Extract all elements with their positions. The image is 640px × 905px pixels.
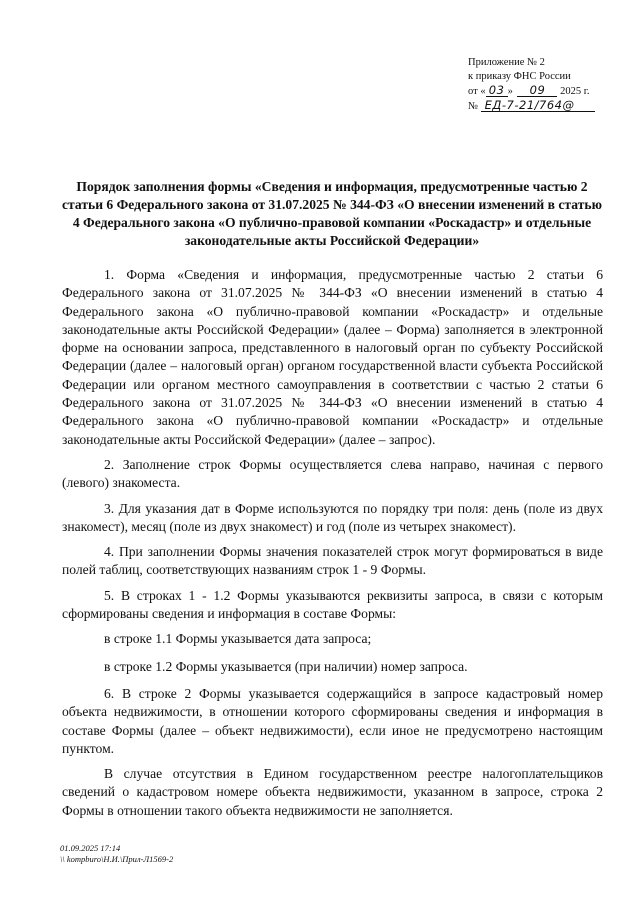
annex-date bbox=[468, 84, 638, 99]
document-body bbox=[62, 266, 603, 827]
paragraph-5: 5. В строках 1 - 1.2 Формы указываются реквизиты запроса, в связи с которым сформированы сведения и информация в составе Формы: bbox=[62, 587, 603, 622]
annex-date-day: 03 bbox=[486, 84, 508, 97]
annex-date-mid: » bbox=[507, 86, 513, 97]
footer-timestamp: 01.09.2025 17:14 bbox=[60, 843, 121, 853]
paragraph-4: 4. При заполнении Формы значения показателей строк могут формироваться в виде полей таблиц, соответствующих названиям строк 1 - 9 Формы. bbox=[62, 544, 603, 578]
annex-block bbox=[468, 56, 638, 114]
annex-number-prefix: № bbox=[468, 101, 479, 112]
document-title: Порядок заполнения формы «Сведения и информация, предусмотренные частью 2 статьи 6 Федерального закона от 31.07.2025 № 344-ФЗ «О внесении изменений в статью 4 Федерального закона «О публично-правовой компании «Роскадастр» и отдельные законодательные акты Российской Федерации» bbox=[62, 179, 602, 248]
footer-meta bbox=[60, 843, 173, 865]
annex-number bbox=[468, 99, 638, 114]
paragraph-5-1: в строке 1.1 Формы указывается дата запроса; bbox=[104, 631, 372, 647]
annex-date-prefix: от « bbox=[468, 86, 486, 97]
paragraph-5-2: в строке 1.2 Формы указывается (при наличии) номер запроса. bbox=[104, 658, 468, 674]
annex-order-ref: к приказу ФНС России bbox=[468, 71, 571, 82]
paragraph-3: 3. Для указания дат в Форме используются по порядку три поля: день (поле из двух знакомест), месяц (поле из двух знакомест) и год (поле из четырех знакомест). bbox=[62, 500, 603, 534]
paragraph-1: 1. Форма «Сведения и информация, предусмотренные частью 2 статьи 6 Федерального закона от 31.07.2025 № 344-ФЗ «О внесении изменений в статью 4 Федерального закона «О публично-правовой компании «Роскадастр» и отдельные законодательные акты Российской Федерации» (далее – Форма) заполняется в электронной форме на основании запроса, представленного в налоговый орган по субъекту Российской Федерации (далее – налоговый орган) органом государственной власти субъекта Российской Федерации или органом местного самоуправления в соответствии с частью 2 статьи 6 Федерального закона от 31.07.2025 № 344-ФЗ «О внесении изменений в статью 4 Федерального закона «О публично-правовой компании «Роскадастр» и отдельные законодательные акты Российской Федерации» (далее – запрос). bbox=[62, 267, 603, 447]
paragraph-6-note: В случае отсутствия в Едином государственном реестре налогоплательщиков сведений о кадастровом номере объекта недвижимости, указанном в запросе, строка 2 Формы в отношении такого объекта недвижимости не заполняется. bbox=[62, 766, 603, 818]
annex-date-month: 09 bbox=[517, 84, 557, 97]
annex-number-value: ЕД-7-21/764@ bbox=[481, 99, 595, 112]
annex-date-year: 2025 г. bbox=[560, 86, 590, 97]
annex-title: Приложение № 2 bbox=[468, 57, 545, 68]
paragraph-6: 6. В строке 2 Формы указывается содержащийся в запросе кадастровый номер объекта недвижимости, в отношении которого сформированы сведения и информация в составе Формы (далее – объект недвижимости), если иное не предусмотрено настоящим пунктом. bbox=[62, 685, 603, 756]
footer-file-path: \\ kompburo\Н.И.\Прил-Л1569-2 bbox=[60, 854, 174, 864]
paragraph-2: 2. Заполнение строк Формы осуществляется слева направо, начиная с первого (левого) знакоместа. bbox=[62, 456, 603, 491]
